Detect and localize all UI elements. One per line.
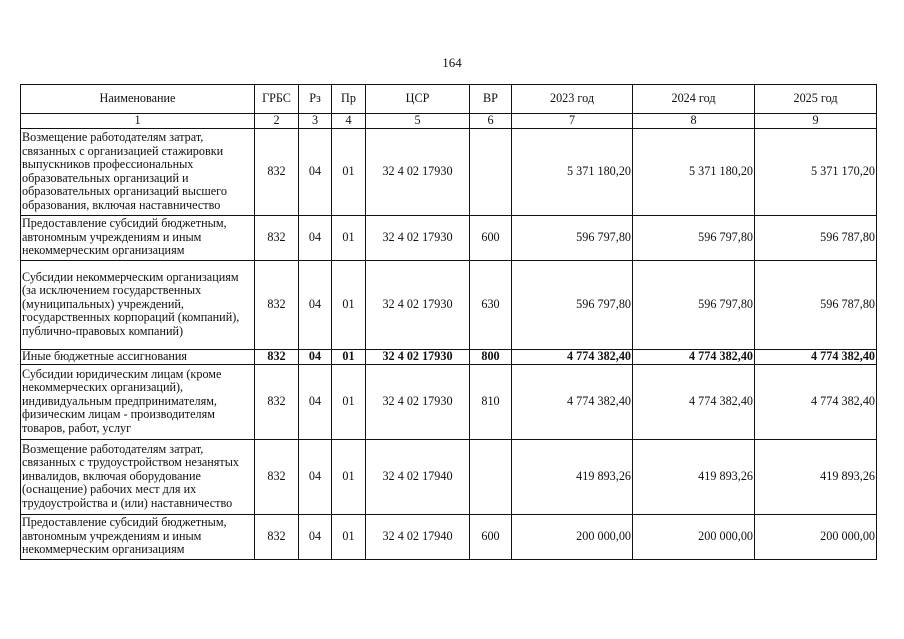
row-vr: 600 [470, 514, 512, 559]
row-rz: 04 [299, 128, 332, 215]
row-pr: 01 [332, 364, 366, 439]
row-vr: 630 [470, 260, 512, 349]
row-csr: 32 4 02 17940 [366, 439, 470, 514]
row-csr: 32 4 02 17930 [366, 215, 470, 260]
table-row [21, 364, 877, 439]
row-name: Предоставление субсидий бюджетным, автономным учреждениям и иным некоммерческим организациям [21, 215, 255, 260]
header-vr: ВР [470, 85, 512, 114]
row-name: Субсидии юридическим лицам (кроме некоммерческих организаций), индивидуальным предпринимателям, физическим лицам - производителям товаров, работ, услуг [21, 364, 255, 439]
row-grbs: 832 [255, 260, 299, 349]
row-2024: 596 797,80 [633, 215, 755, 260]
row-rz: 04 [299, 364, 332, 439]
row-pr: 01 [332, 215, 366, 260]
row-vr [470, 128, 512, 215]
row-2025: 419 893,26 [755, 439, 877, 514]
row-2024: 596 797,80 [633, 260, 755, 349]
row-csr: 32 4 02 17930 [366, 349, 470, 364]
column-number-row [21, 114, 877, 129]
column-number: 7 [512, 114, 633, 129]
table-row [21, 349, 877, 364]
header-pr: Пр [332, 85, 366, 114]
row-name: Возмещение работодателям затрат, связанных с трудоустройством незанятых инвалидов, включая оборудование (оснащение) рабочих мест для их трудоустройства и (или) наставничество [21, 439, 255, 514]
table-row [21, 439, 877, 514]
row-csr: 32 4 02 17930 [366, 364, 470, 439]
column-number: 5 [366, 114, 470, 129]
row-2024: 419 893,26 [633, 439, 755, 514]
header-name: Наименование [21, 85, 255, 114]
table-row [21, 215, 877, 260]
row-2025: 200 000,00 [755, 514, 877, 559]
row-name: Возмещение работодателям затрат, связанных с организацией стажировки выпускников профессиональных образовательных организаций и образовательных организаций высшего образования, включая наставничество [21, 128, 255, 215]
row-pr: 01 [332, 349, 366, 364]
header-csr: ЦСР [366, 85, 470, 114]
row-csr: 32 4 02 17930 [366, 260, 470, 349]
header-2025: 2025 год [755, 85, 877, 114]
row-rz: 04 [299, 260, 332, 349]
row-pr: 01 [332, 260, 366, 349]
row-vr [470, 439, 512, 514]
row-2023: 596 797,80 [512, 260, 633, 349]
row-2024: 4 774 382,40 [633, 364, 755, 439]
row-name: Иные бюджетные ассигнования [21, 349, 255, 364]
table-row [21, 128, 877, 215]
row-2024: 5 371 180,20 [633, 128, 755, 215]
column-number: 2 [255, 114, 299, 129]
row-2024: 4 774 382,40 [633, 349, 755, 364]
row-pr: 01 [332, 514, 366, 559]
table-row [21, 514, 877, 559]
table-row [21, 260, 877, 349]
row-name: Субсидии некоммерческим организациям (за исключением государственных (муниципальных) учреждений, государственных корпораций (компаний), публично-правовых компаний) [21, 260, 255, 349]
row-2023: 4 774 382,40 [512, 349, 633, 364]
header-grbs: ГРБС [255, 85, 299, 114]
row-csr: 32 4 02 17930 [366, 128, 470, 215]
row-vr: 810 [470, 364, 512, 439]
column-number: 3 [299, 114, 332, 129]
row-rz: 04 [299, 439, 332, 514]
row-grbs: 832 [255, 215, 299, 260]
row-rz: 04 [299, 349, 332, 364]
row-csr: 32 4 02 17940 [366, 514, 470, 559]
row-grbs: 832 [255, 128, 299, 215]
row-name: Предоставление субсидий бюджетным, автономным учреждениям и иным некоммерческим организациям [21, 514, 255, 559]
row-vr: 600 [470, 215, 512, 260]
page-number: 164 [442, 55, 462, 70]
row-2023: 419 893,26 [512, 439, 633, 514]
row-grbs: 832 [255, 349, 299, 364]
header-2024: 2024 год [633, 85, 755, 114]
column-number: 8 [633, 114, 755, 129]
row-rz: 04 [299, 514, 332, 559]
row-2023: 5 371 180,20 [512, 128, 633, 215]
row-2025: 4 774 382,40 [755, 364, 877, 439]
column-number: 6 [470, 114, 512, 129]
column-number: 1 [21, 114, 255, 129]
budget-table [20, 84, 877, 560]
row-2023: 596 797,80 [512, 215, 633, 260]
row-grbs: 832 [255, 364, 299, 439]
header-rz: Рз [299, 85, 332, 114]
column-number: 9 [755, 114, 877, 129]
row-2023: 200 000,00 [512, 514, 633, 559]
row-2023: 4 774 382,40 [512, 364, 633, 439]
row-2025: 5 371 170,20 [755, 128, 877, 215]
row-2025: 4 774 382,40 [755, 349, 877, 364]
row-2025: 596 787,80 [755, 215, 877, 260]
row-2025: 596 787,80 [755, 260, 877, 349]
row-grbs: 832 [255, 439, 299, 514]
header-2023: 2023 год [512, 85, 633, 114]
row-rz: 04 [299, 215, 332, 260]
row-grbs: 832 [255, 514, 299, 559]
header-row [21, 85, 877, 114]
row-2024: 200 000,00 [633, 514, 755, 559]
row-vr: 800 [470, 349, 512, 364]
row-pr: 01 [332, 439, 366, 514]
column-number: 4 [332, 114, 366, 129]
row-pr: 01 [332, 128, 366, 215]
